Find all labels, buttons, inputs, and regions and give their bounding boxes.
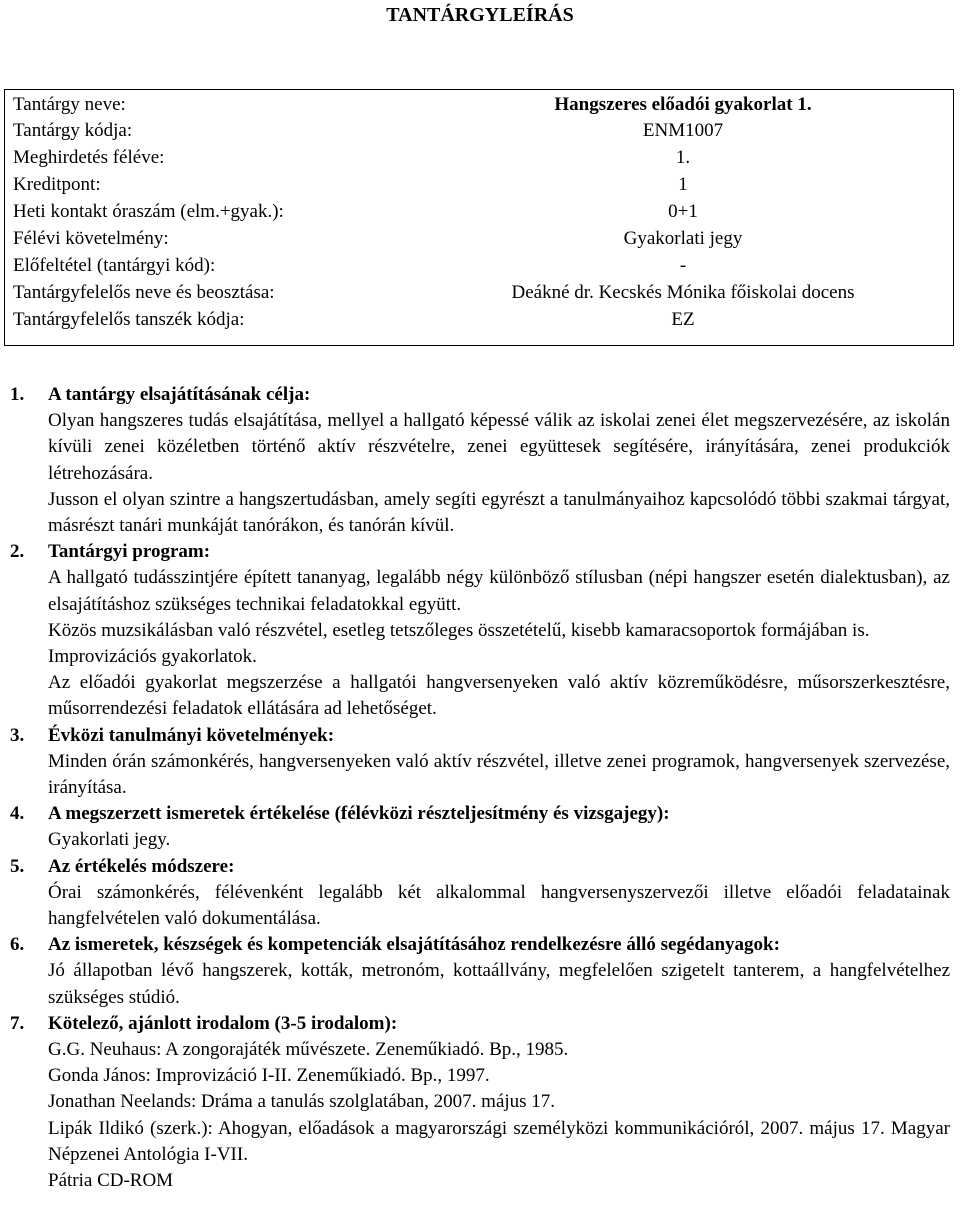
paragraph: Az előadói gyakorlat megszerzése a hallgatói hangversenyeken való aktív közreműködésre, műsorszerkesztésre, műsorrendezési feladatok ellátására ad lehetőséget. [48,672,950,720]
info-label: Tantárgy neve: [13,94,126,115]
section-title: Kötelező, ajánlott irodalom (3-5 irodalom): [48,1012,398,1034]
literature-item: Gonda János: Improvizáció I-II. Zeneműkiadó. Bp., 1997. [48,1065,490,1087]
section-heading [10,801,950,827]
literature-item: G.G. Neuhaus: A zongorajáték művészete. Zeneműkiadó. Bp., 1985. [48,1039,569,1061]
info-row-semester [13,145,943,171]
paragraph: A hallgató tudásszintjére épített tananyag, legalább négy különböző stílusban (népi hangszer esetén dialektusban), az elsajátításhoz szükséges technikai feladatokkal együtt. [48,567,950,615]
section-number: 4. [10,803,25,825]
info-value: Deákné dr. Kecskés Mónika főiskolai docens [511,282,855,303]
info-row-credits [13,172,943,198]
info-row-prerequisite [13,253,943,279]
section-number: 7. [10,1012,25,1034]
section-title: Évközi tanulmányi követelmények: [48,724,335,746]
course-description [10,382,950,1194]
section-title: A megszerzett ismeretek értékelése (félévközi részteljesítmény és vizsgajegy): [48,803,670,825]
info-row-course-code [13,118,943,144]
info-label: Tantárgyfelelős tanszék kódja: [13,309,245,330]
section-evaluation [10,801,950,853]
section-program [10,539,950,722]
info-value: - [679,255,687,276]
section-title: Az ismeretek, készségek és kompetenciák elsajátításához rendelkezésre álló segédanyagok: [48,934,780,956]
section-title: Az értékelés módszere: [48,855,235,877]
section-number: 5. [10,855,25,877]
literature-item: Lipák Ildikó (szerk.): Ahogyan, előadások a magyarországi személyközi kommunikációról, 2007. május 17. Magyar Népzenei Antológia I-VII. [48,1117,950,1165]
paragraph: Jó állapotban lévő hangszerek, kották, metronóm, kottaállvány, megfelelően szigetelt tanterem, a hangfelvételhez szükséges stúdió. [48,960,950,1008]
document-title: TANTÁRGYLEÍRÁS [386,4,574,26]
paragraph: Jusson el olyan szintre a hangszertudásban, amely segíti egyrészt a tanulmányaihoz kapcsolódó többi szakmai tárgyat, másrészt tanári munkáját tanórákon, és tanórán kívül. [48,488,950,537]
info-value: 0+1 [668,201,698,222]
info-value: Hangszeres előadói gyakorlat 1. [554,94,812,115]
info-row-contact-hours [13,199,943,225]
literature-item: Jonathan Neelands: Dráma a tanulás szolglatában, 2007. május 17. [48,1091,556,1113]
section-evaluation-method [10,854,950,933]
info-label: Tantárgy kódja: [13,120,133,141]
info-label: Félévi követelmény: [13,228,169,249]
paragraph: Olyan hangszeres tudás elsajátítása, mellyel a hallgató képessé válik az iskolai zenei élet megszervezésére, az iskolán kívüli zenei közéletben történő aktív részvételre, zenei együttesek segítésére, irányítására, zenei produkciók létrehozására. [48,410,950,484]
section-title: Tantárgyi program: [48,541,211,563]
section-title: A tantárgy elsajátításának célja: [48,384,311,405]
info-label: Heti kontakt óraszám (elm.+gyak.): [13,201,284,222]
info-label: Tantárgyfelelős neve és beosztása: [13,282,275,303]
section-heading [10,1011,950,1037]
info-label: Meghirdetés féléve: [13,147,165,168]
info-row-responsible [13,280,943,306]
section-number: 1. [10,384,25,405]
info-row-course-name [13,92,943,118]
info-label: Kreditpont: [13,174,101,195]
section-heading [10,932,950,958]
section-literature [10,1011,950,1194]
section-number: 3. [10,724,25,746]
paragraph: Gyakorlati jegy. [48,829,171,851]
section-number: 6. [10,934,25,956]
paragraph: Minden órán számonkérés, hangversenyeken való aktív részvétel, illetve zenei programok, hangversenyek szervezése, irányítása. [48,750,950,799]
paragraph: Közös muzsikálásban való részvétel, esetleg tetszőleges összetételű, kisebb kamaracsoportok formájában is. [48,619,870,641]
paragraph: Órai számonkérés, félévenként legalább két alkalommal hangversenyszervezői illetve előadói feladatainak hangfelvételen való dokumentálása. [48,881,950,930]
section-heading [10,382,950,408]
paragraph: Improvizációs gyakorlatok. [48,646,257,668]
info-value: 1. [675,147,691,168]
literature-item: Pátria CD-ROM [48,1170,174,1192]
info-label: Előfeltétel (tantárgyi kód): [13,255,216,276]
info-row-requirement [13,226,943,252]
info-value: Gyakorlati jegy [623,228,743,249]
info-row-department [13,307,943,333]
section-heading [10,539,950,565]
section-heading [10,723,950,749]
course-info-table [4,89,954,346]
section-resources [10,932,950,1011]
info-value: ENM1007 [642,120,724,141]
info-value: 1 [678,174,688,195]
section-heading [10,854,950,880]
section-goal [10,382,950,539]
info-value: EZ [671,309,695,330]
section-number: 2. [10,541,25,563]
section-requirements [10,723,950,802]
